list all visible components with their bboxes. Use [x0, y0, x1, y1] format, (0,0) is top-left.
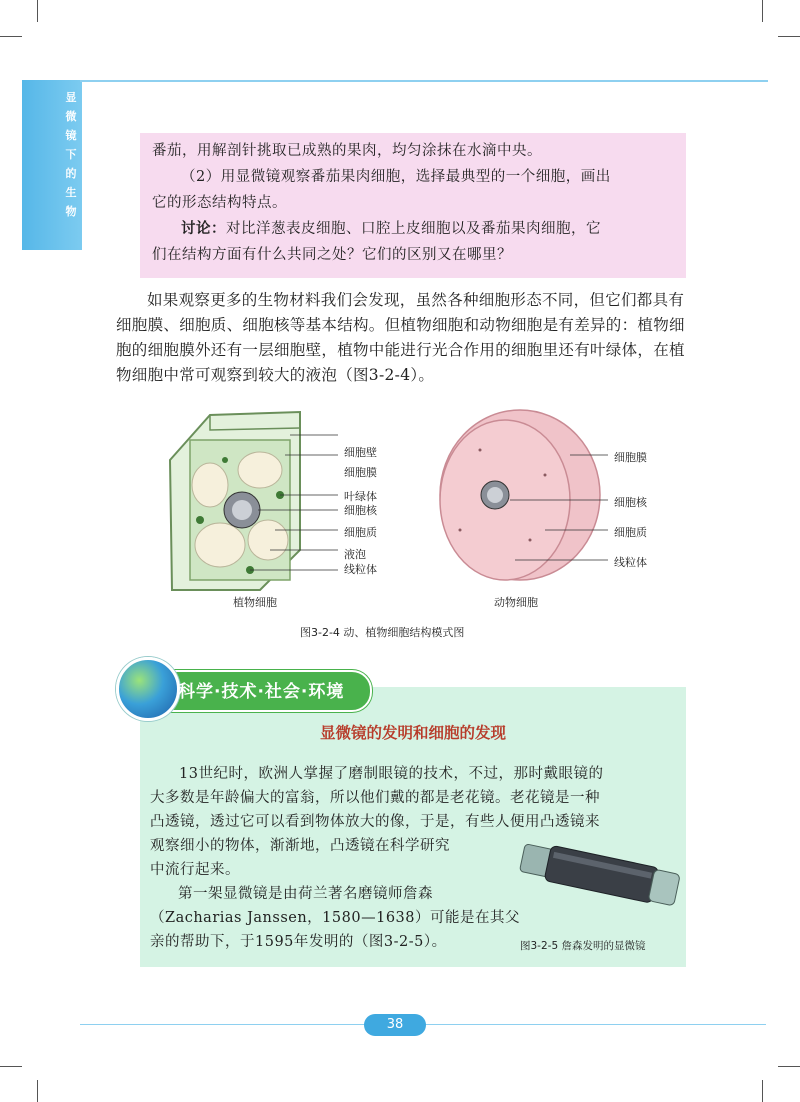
sts-line: 中流行起来。: [150, 862, 240, 878]
body-paragraph-block: [116, 288, 696, 388]
microscope-photo: [510, 832, 690, 922]
plant-label: 细胞壁: [344, 446, 377, 459]
crop-mark: [762, 0, 763, 22]
plant-label: 液泡: [344, 548, 366, 561]
body-paragraph: 如果观察更多的生物材料我们会发现，虽然各种细胞形态不同，但它们都具有细胞膜、细胞质、细胞核等基本结构。但植物细胞和动物细胞是有差异的：植物细胞的细胞膜外还有一层细胞壁，植物中能进行光合作用的细胞里还有叶绿体，在植物细胞中常可观察到较大的液泡（图3-2-4）。: [116, 291, 685, 384]
side-tab-char: 生: [65, 186, 77, 199]
sts-line: 第一架显微镜是由荷兰著名磨镜师詹森: [178, 886, 433, 902]
crop-mark: [778, 36, 800, 37]
globe-icon: [116, 657, 180, 721]
crop-mark: [0, 36, 22, 37]
plant-label: 细胞膜: [344, 466, 377, 479]
side-tab-char: 物: [65, 205, 77, 218]
animal-label: 线粒体: [614, 556, 647, 569]
sts-line: 亲的帮助下，于1595年发明的（图3-2-5）。: [150, 934, 447, 950]
sts-line: 凸透镜，透过它可以看到物体放大的像，于是，有些人便用凸透镜来: [150, 814, 600, 830]
crop-mark: [778, 1066, 800, 1067]
lab-activity-box: [140, 133, 686, 278]
sts-line: 大多数是年龄偏大的富翁，所以他们戴的都是老花镜。老花镜是一种: [150, 790, 600, 806]
header-rule: [80, 80, 768, 82]
animal-label: 细胞膜: [614, 451, 647, 464]
cell-structure-figure: [150, 400, 690, 600]
lab-line: 对比洋葱表皮细胞、口腔上皮细胞以及番茄果肉细胞，它: [226, 221, 601, 237]
animal-label: 细胞质: [614, 526, 647, 539]
plant-label: 细胞核: [344, 504, 377, 517]
sts-title: 显微镜的发明和细胞的发现: [319, 724, 506, 742]
crop-mark: [0, 1066, 22, 1067]
sts-line: （Zacharias Janssen，1580—1638）可能是在其父: [150, 910, 520, 926]
side-tab-char: 微: [65, 110, 77, 123]
side-tab-char: 的: [65, 167, 77, 180]
lab-line: 番茄，用解剖针挑取已成熟的果肉，均匀涂抹在水滴中央。: [152, 143, 542, 159]
discuss-label: 讨论：: [181, 220, 226, 237]
side-tab-char: 下: [65, 148, 77, 161]
sts-line: 观察细小的物体，渐渐地，凸透镜在科学研究: [150, 838, 450, 854]
animal-label: 细胞核: [614, 496, 647, 509]
side-tab-char: 镜: [65, 129, 77, 142]
plant-cell-illustration: [170, 412, 300, 590]
lab-line: 它的形态结构特点。: [152, 195, 287, 211]
crop-mark: [762, 1080, 763, 1102]
crop-mark: [37, 0, 38, 22]
plant-cell-caption: 植物细胞: [233, 596, 277, 609]
side-tab-char: 显: [65, 91, 77, 104]
animal-cell-illustration: [440, 410, 600, 580]
lab-line: 们在结构方面有什么共同之处？它们的区别又在哪里？: [152, 247, 512, 263]
plant-label: 线粒体: [344, 563, 377, 576]
sts-banner-text: 科学·技术·社会·环境: [178, 682, 345, 702]
page-number: 38: [364, 1014, 426, 1036]
microscope-caption: 图3-2-5 詹森发明的显微镜: [520, 940, 646, 952]
lab-line: （2）用显微镜观察番茄果肉细胞，选择最典型的一个细胞，画出: [181, 169, 611, 185]
crop-mark: [37, 1080, 38, 1102]
plant-label: 细胞质: [344, 526, 377, 539]
figure-caption: 图3-2-4 动、植物细胞结构模式图: [300, 626, 465, 639]
animal-cell-caption: 动物细胞: [494, 596, 538, 609]
plant-label: 叶绿体: [344, 490, 377, 503]
sts-line: 13世纪时，欧洲人掌握了磨制眼镜的技术，不过，那时戴眼镜的: [179, 766, 604, 782]
chapter-side-tab: [22, 80, 82, 250]
